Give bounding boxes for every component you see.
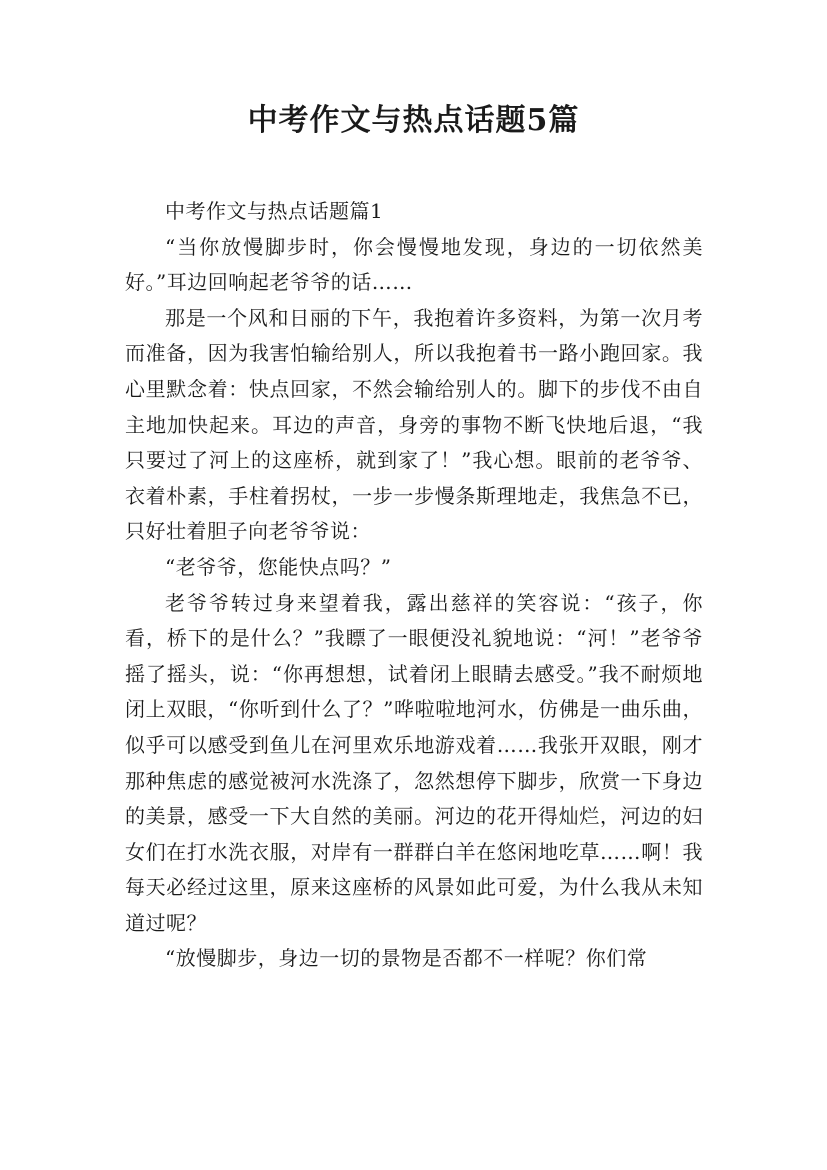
section-heading: 中考作文与热点话题篇1 <box>165 199 384 223</box>
paragraph: “老爷爷，您能快点吗？” <box>165 554 392 579</box>
document-body <box>125 194 703 977</box>
paragraph: “放慢脚步，身边一切的景物是否都不一样呢？你们常 <box>165 946 648 971</box>
paragraph: 老爷爷转过身来望着我，露出慈祥的笑容说：“孩子，你看，桥下的是什么？”我瞟了一眼便没礼貌地说：“河！”老爷爷摇了摇头，说：“你再想想，试着闭上眼睛去感受。”我不耐烦地闭上双眼，“你听到什么了？”哗啦啦地河水，仿佛是一曲乐曲，似乎可以感受到鱼儿在河里欢乐地游戏着……我张开双眼，刚才那种焦虑的感觉被河水洗涤了，忽然想停下脚步，欣赏一下身边的美景，感受一下大自然的美丽。河边的花开得灿烂，河边的妇女们在打水洗衣服，对岸有一群群白羊在悠闲地吃草……啊！我每天必经过这里，原来这座桥的风景如此可爱，为什么我从未知道过呢？ <box>125 590 703 935</box>
paragraph: “当你放慢脚步时，你会慢慢地发现，身边的一切依然美好。”耳边回响起老爷爷的话…… <box>125 234 703 295</box>
paragraph: 那是一个风和日丽的下午，我抱着许多资料，为第一次月考而准备，因为我害怕输给别人，所以我抱着书一路小跑回家。我心里默念着：快点回家，不然会输给别人的。脚下的步伐不由自主地加快起来。耳边的声音，身旁的事物不断飞快地后退，“我只要过了河上的这座桥，就到家了！”我心想。眼前的老爷爷、衣着朴素，手柱着拐杖，一步一步慢条斯理地走，我焦急不已，只好壮着胆子向老爷爷说： <box>125 305 703 544</box>
document-title: 中考作文与热点话题5篇 <box>247 103 580 138</box>
